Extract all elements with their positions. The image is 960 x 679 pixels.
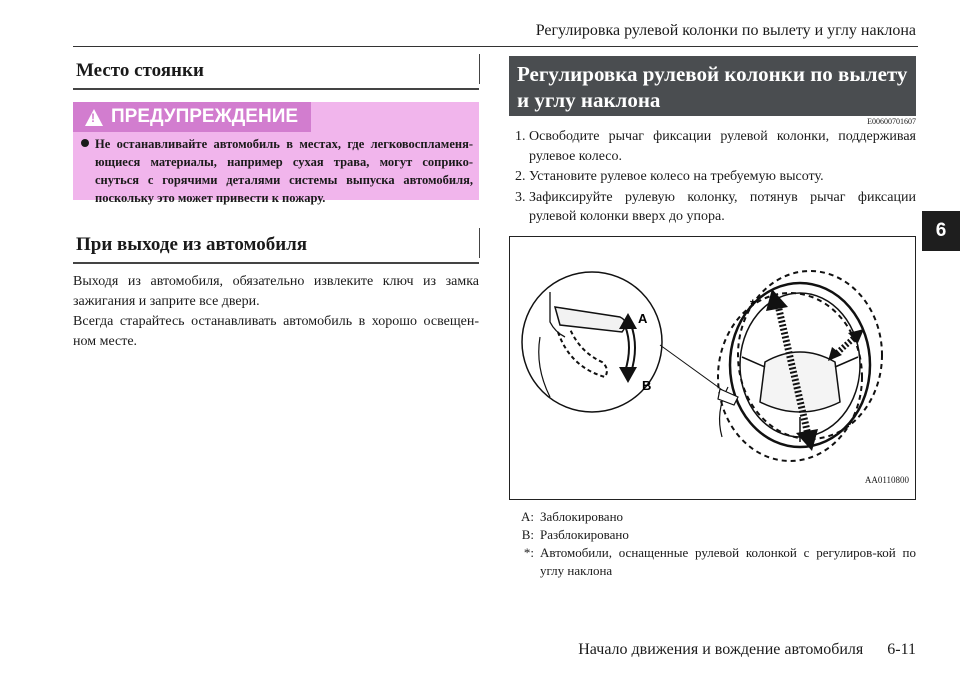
legend-key: *: [523,545,534,560]
document-code: E00600701607 [867,117,916,126]
step-number: 1. [515,129,526,144]
section-title-adjustment: Регулировка рулевой колонки по вылету и углу наклона [509,56,916,116]
header-divider [73,46,918,47]
section-title-parking: Место стоянки [73,60,479,90]
section-title-exit: При выходе из автомобиля [73,234,479,264]
step-text: Освободите рычаг фиксации рулевой колонки, поддерживая рулевое колесо. [529,129,916,164]
bullet-icon [81,139,89,147]
label-star: * [750,296,756,312]
step-number: 2. [515,169,526,184]
exit-paragraphs [73,272,479,352]
paragraph: Выходя из автомобиля, обязательно извлеките ключ из замка зажигания и заприте все двери. [73,274,479,309]
tilt-arrow [828,329,864,361]
footer-section: Начало движения и вождение автомобиля [578,641,864,658]
step-item [515,127,916,166]
figure-legend [516,508,916,580]
warning-label-text: ПРЕДУПРЕЖДЕНИЕ [111,106,299,127]
legend-row [516,508,916,526]
chapter-tab[interactable]: 6 [922,211,960,251]
steering-illustration [510,237,915,499]
label-a: A [638,311,648,326]
legend-row [516,544,916,580]
paragraph: Всегда старайтесь останавливать автомобиль в хорошо освещен-ном месте. [73,314,479,349]
warning-box [73,102,479,205]
warning-label [73,102,311,132]
warning-triangle-icon [85,109,103,126]
step-item [515,167,916,187]
step-text: Зафиксируйте рулевую колонку, потянув рычаг фиксации рулевой колонки вверх до упора. [529,189,916,224]
step-item [515,188,916,227]
figure-code: AA0110800 [864,475,909,485]
step-text: Установите рулевое колесо на требуемую высоту. [529,169,824,184]
warning-text: Не останавливайте автомобиль в местах, где легковоспламеня-ющиеся материалы, например сухая трава, могут соприко-снуться с горячими деталями системы выпуска автомобиля, поскольку это может привести к пожару. [95,137,473,205]
legend-key: B: [521,527,534,542]
page-number: 6-11 [887,641,916,658]
page-footer [554,641,916,659]
lever-detail-circle [522,272,662,412]
legend-key: A: [521,509,534,524]
running-header: Регулировка рулевой колонки по вылету и углу наклона [535,22,916,39]
callout-line [660,345,725,392]
legend-text: Разблокировано [540,527,629,542]
label-b: B [642,378,652,393]
step-number: 3. [515,189,526,205]
steering-adjustment-figure [509,236,916,500]
legend-text: Автомобили, оснащенные рулевой колонкой с регулиров-кой по углу наклона [540,545,916,578]
legend-row [516,526,916,544]
warning-body [81,135,473,207]
warning-bullet [81,135,473,207]
steps-list [515,127,916,228]
legend-text: Заблокировано [540,509,624,524]
